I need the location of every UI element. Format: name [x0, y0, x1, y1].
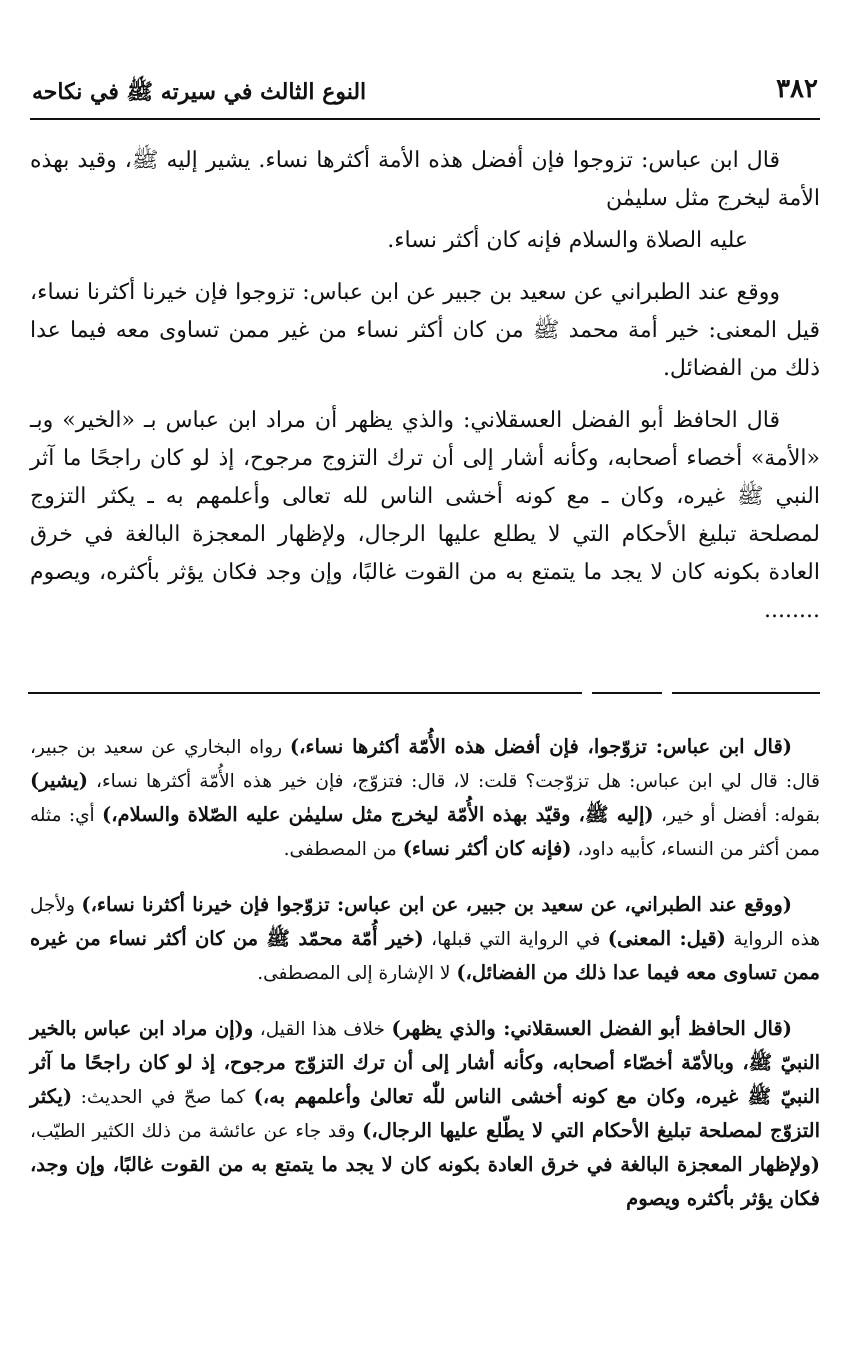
- running-title: النوع الثالث في سيرته ﷺ في نكاحه: [32, 79, 367, 105]
- quoted-text-run: (يكثر التزوّج لمصلحة تبليغ الأحكام التي لا يطّلع عليها الرجال،): [30, 1085, 820, 1142]
- quoted-text-run: (يشير): [30, 769, 88, 792]
- quoted-text-run: (خير أُمّة محمّد ﷺ من كان أكثر نساء من غيره ممن تساوى معه فيما عدا ذلك من الفضائل،): [30, 927, 820, 984]
- matn-paragraph-3: [30, 402, 820, 630]
- commentary-paragraph-1: [30, 730, 820, 866]
- quoted-text-run: (فإنه كان أكثر نساء): [402, 837, 572, 860]
- quoted-text-run: (قال ابن عباس: تزوّجوا، فإن أفضل هذه الأُمّة أكثرها نساء،): [289, 735, 792, 758]
- commentary-text-run: كما صحّ في الحديث:: [72, 1087, 254, 1108]
- quoted-text-run: (إليه ﷺ، وقيّد بهذه الأُمّة ليخرج مثل سليمٰن عليه الصّلاة والسلام،): [102, 803, 654, 826]
- commentary-text: [30, 730, 820, 1238]
- commentary-paragraph-3: [30, 1012, 820, 1216]
- page-header: [30, 72, 820, 120]
- page-number: ٣٨٢: [776, 74, 818, 104]
- main-text: [30, 142, 820, 644]
- matn-paragraph-1: قال ابن عباس: تزوجوا فإن أفضل هذه الأمة أكثرها نساء. يشير إليه ﷺ، وقيد بهذه الأمة ليخرج مثل سليمٰن: [30, 148, 820, 211]
- quoted-text-run: (قال الحافظ أبو الفضل العسقلاني: والذي يظهر): [391, 1017, 792, 1040]
- matn-paragraph-3-text: قال الحافظ أبو الفضل العسقلاني: والذي يظهر أن مراد ابن عباس بـ «الخير» وبـ «الأمة» أخصاء أصحابه، وكأنه أشار إلى أن ترك التزوج مرجوح، إذ لو كان راجحًا ما آثر النبي ﷺ غيره، وكان ـ مع كونه أخشى الناس لله تعالى وأعلمهم به ـ يكثر التزوج لمصلحة تبليغ الأحكام التي لا يطلع عليها الرجال، ولإظهار المعجزة البالغة في خرق العادة بكونه كان لا يجد ما يتمتع به من القوت غالبًا، وإن وجد فكان يؤثر بأكثره، ويصوم: [30, 408, 820, 585]
- quoted-text-run: (ولإظهار المعجزة البالغة في خرق العادة بكونه كان لا يجد ما يتمتع به من القوت غالبًا، وإن وجد، فكان يؤثر بأكثره ويصوم: [30, 1153, 820, 1210]
- commentary-text-run: خلاف هذا القيل،: [253, 1019, 392, 1040]
- quoted-text-run: (ووقع عند الطبراني، عن سعيد بن جبير، عن ابن عباس: تزوّجوا فإن خيرنا أكثرنا نساء،): [81, 893, 792, 916]
- continuation-dots: ........: [764, 598, 820, 623]
- matn-paragraph-2: ووقع عند الطبراني عن سعيد بن جبير عن ابن عباس: تزوجوا فإن خيرنا أكثرنا نساء، قيل المعنى: خير أمة محمد ﷺ من كان أكثر نساء من غير ممن تساوى معه فيما عدا ذلك من الفضائل.: [30, 280, 820, 381]
- commentary-text-run: من المصطفى.: [283, 839, 403, 860]
- quoted-text-run: (قيل: المعنى): [607, 927, 726, 950]
- commentary-text-run: أي: مثله ممن أكثر من النساء، كأبيه داود،: [30, 805, 820, 860]
- commentary-text-run: رواه البخاري عن سعيد بن جبير، قال: قال لي ابن عباس: هل تزوّجت؟ قلت: لا، قال: فتزوّج، فإن خير هذه الأُمّة أكثرها نساء،: [30, 737, 820, 792]
- commentary-text-run: وقد جاء عن عائشة من ذلك الكثير الطيّب،: [30, 1121, 363, 1142]
- commentary-text-run: في الرواية التي قبلها،: [423, 929, 608, 950]
- commentary-text-run: ولأجل هذه الرواية: [30, 895, 821, 950]
- separator-line-segment: [672, 692, 820, 694]
- commentary-paragraph-2: [30, 888, 820, 990]
- matn-paragraph-1-continuation: عليه الصلاة والسلام فإنه كان أكثر نساء.: [387, 228, 748, 253]
- separator-line-segment: [592, 692, 662, 694]
- commentary-text-run: بقوله: أفضل أو خير،: [653, 805, 821, 826]
- quoted-text-run: و(إن مراد ابن عباس بالخير النبيّ ﷺ، وبالأمّة أخصّاء أصحابه، وكأنه أشار إلى أن ترك التزوّج مرجوح، إذ لو كان راجحًا ما آثر النبيّ ﷺ غيره، وكان مع كونه أخشى الناس للّٰه تعالىٰ وأعلمهم به،): [30, 1017, 820, 1108]
- separator-line-segment: [28, 692, 582, 694]
- commentary-text-run: لا الإشارة إلى المصطفى.: [257, 963, 457, 984]
